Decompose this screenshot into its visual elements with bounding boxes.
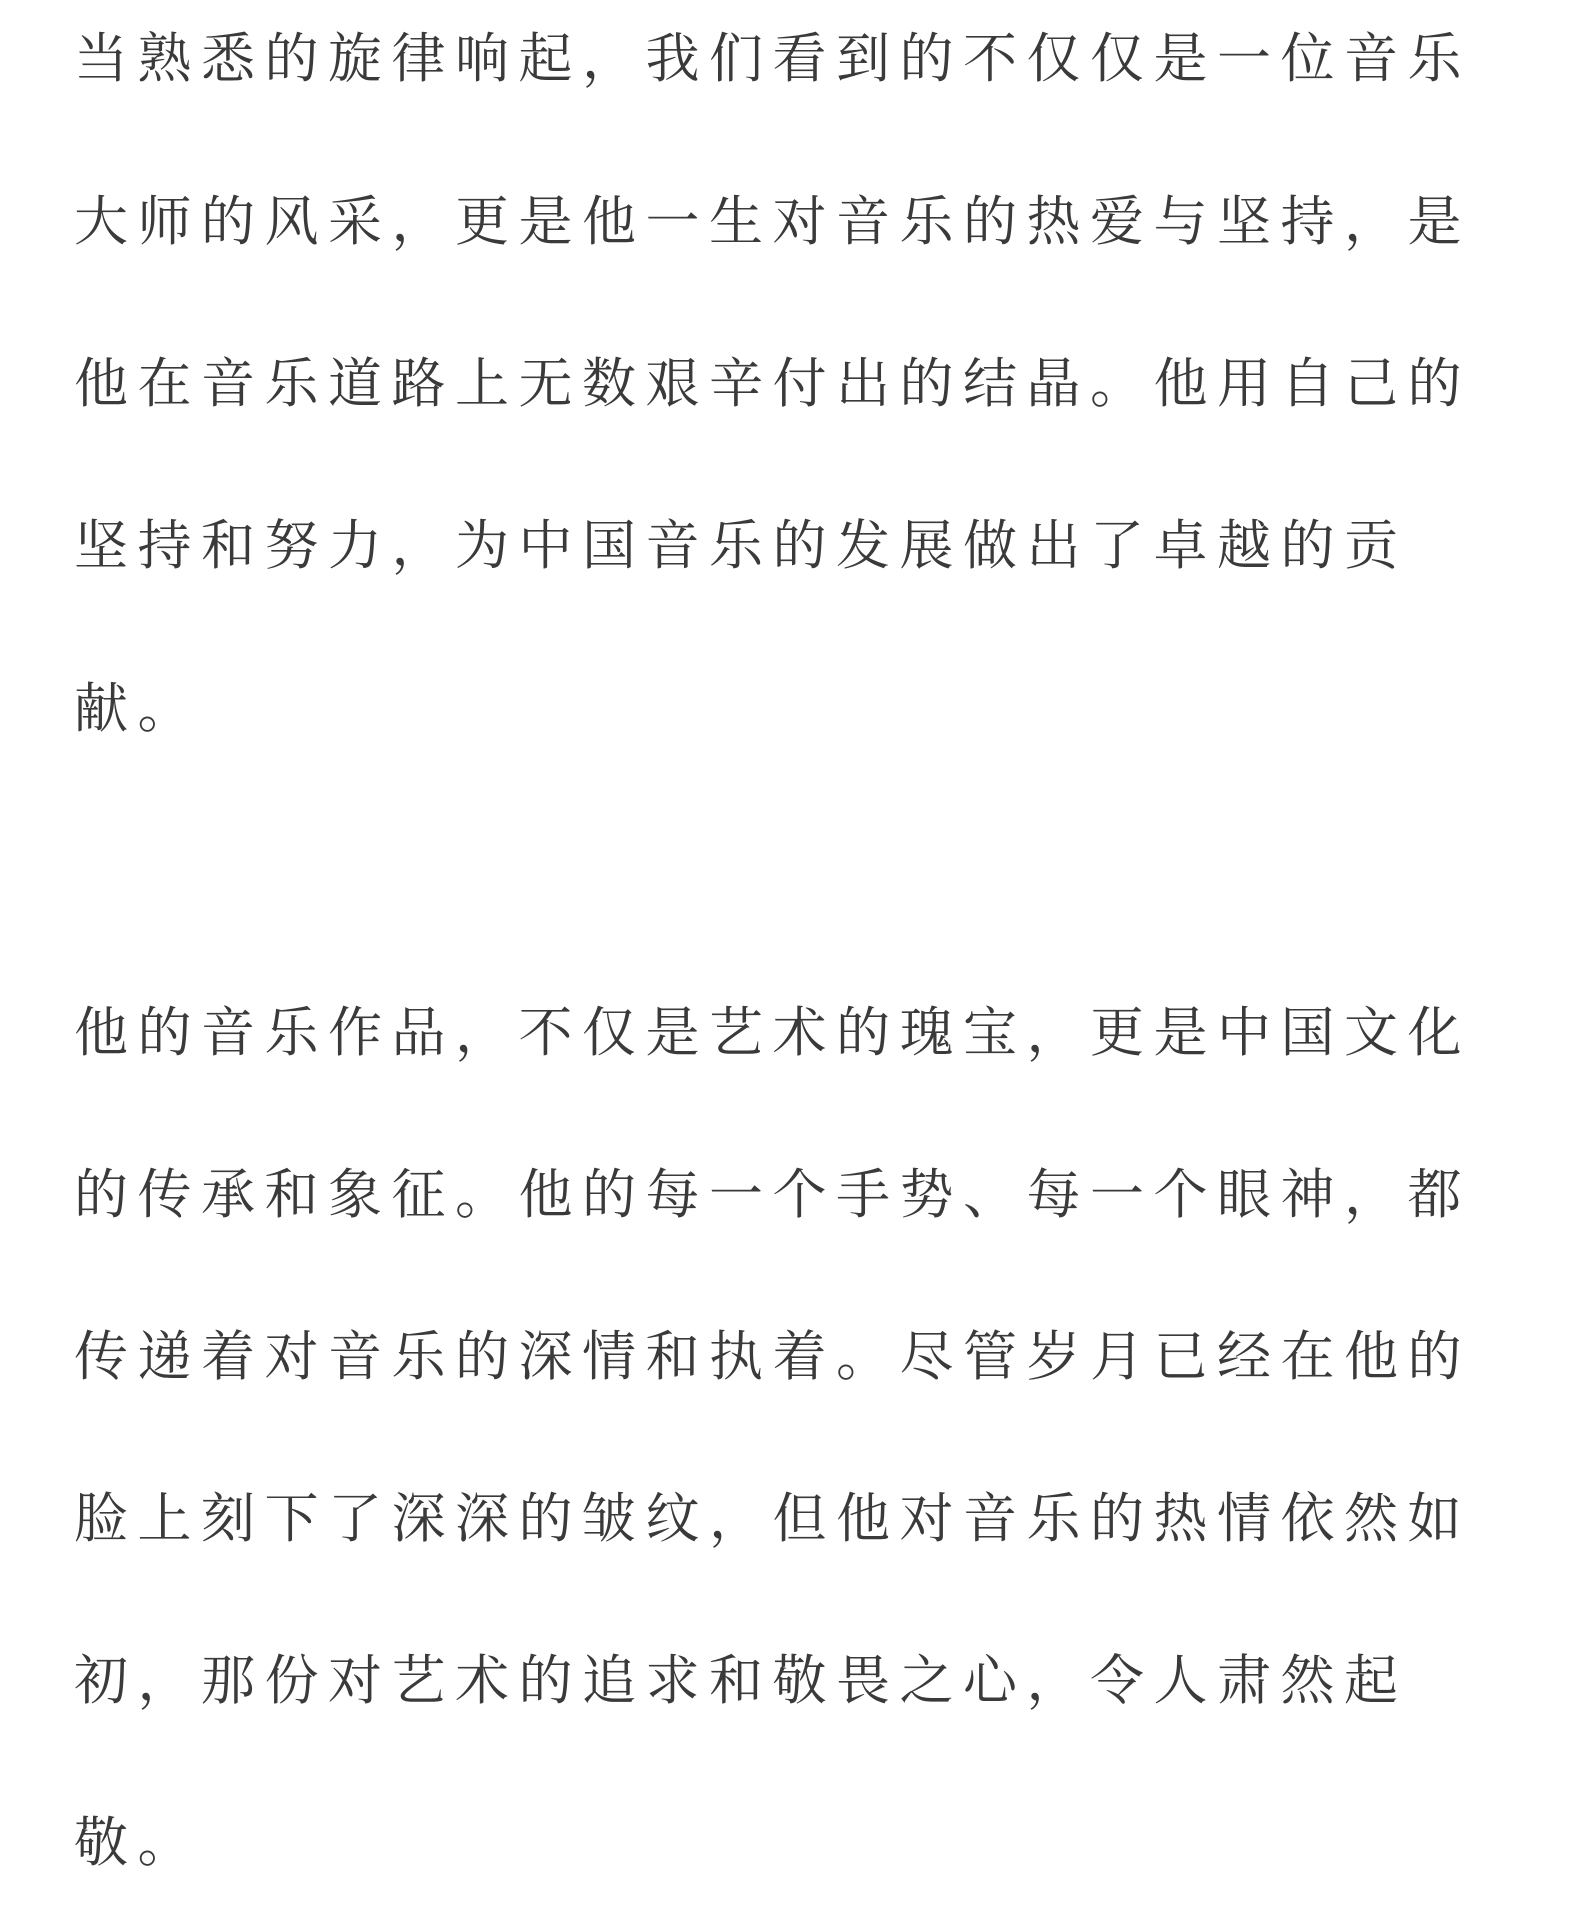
text-line: 他的音乐作品，不仅是艺术的瑰宝，更是中国文化 (74, 1001, 1471, 1064)
text-line: 献。 (74, 677, 201, 740)
text-line: 传递着对音乐的深情和执着。尽管岁月已经在他的 (74, 1325, 1471, 1388)
text-line: 当熟悉的旋律响起，我们看到的不仅仅是一位音乐 (74, 27, 1471, 90)
text-line: 大师的风采，更是他一生对音乐的热爱与坚持，是 (74, 190, 1471, 253)
text-line: 的传承和象征。他的每一个手势、每一个眼神，都 (74, 1163, 1471, 1226)
text-line: 脸上刻下了深深的皱纹，但他对音乐的热情依然如 (74, 1487, 1471, 1550)
text-line: 初，那份对艺术的追求和敬畏之心，令人肃然起 (74, 1649, 1408, 1712)
text-line: 敬。 (74, 1811, 201, 1874)
text-line: 坚持和努力，为中国音乐的发展做出了卓越的贡 (74, 514, 1408, 577)
text-line: 他在音乐道路上无数艰辛付出的结晶。他用自己的 (74, 352, 1471, 415)
